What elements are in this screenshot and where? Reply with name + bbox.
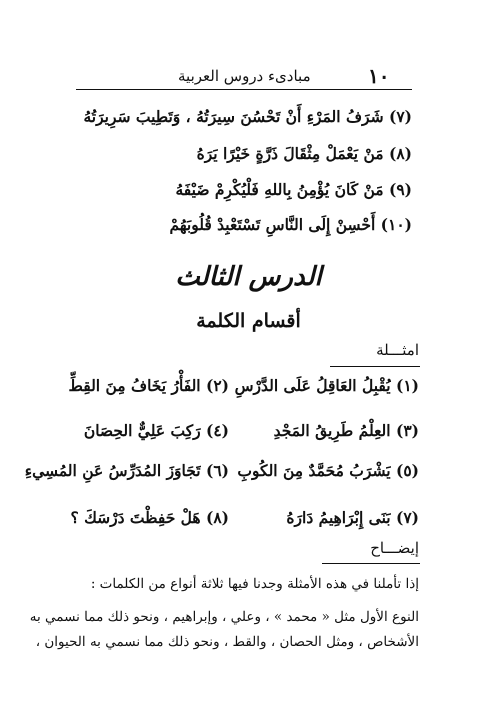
lesson-title: الدرس الثالث xyxy=(175,262,322,292)
explanation-paragraph: إذا تأملنا في هذه الأمثلة وجدنا فيها ثلاثة أنواع من الكلمات : xyxy=(90,576,419,592)
explanation-paragraph: النوع الأول مثل « محمد » ، وعلي ، وإبراهيم ، ونحو ذلك مما نسمي به xyxy=(29,609,419,625)
verse-line: (٨) مَنْ يَعْمَلْ مِثْقَالَ ذَرَّةٍ خَيْرًا يَرَهُ xyxy=(196,144,412,163)
example-item: (٢) الفَأْرُ يَخَافُ مِنَ القِطِّ xyxy=(68,376,229,395)
example-item: (٦) تَجَاوَزَ المُدَرِّسُ عَنِ المُسِيءِ xyxy=(24,461,229,480)
verse-line: (١٠) أَحْسِنْ إِلَى النَّاسِ تَسْتَعْبِدْ قُلُوبَهُمْ xyxy=(169,215,412,234)
book-title: مبادىء دروس العربية xyxy=(178,67,311,85)
examples-heading: امثـــلة xyxy=(376,341,419,359)
explanation-heading-underline xyxy=(322,563,420,564)
examples-heading-underline xyxy=(330,366,420,367)
example-item: (٥) يَشْرَبُ مُحَمَّدٌ مِنَ الكُوبِ xyxy=(237,461,419,480)
verse-line: (٧) شَرَفُ المَرْءِ أَنْ تَحْسُنَ سِيرَتُهُ ، وَتَطِيبَ سَرِيرَتُهُ xyxy=(83,107,412,126)
example-item: (٤) رَكِبَ عَلِيٌّ الحِصَانَ xyxy=(83,421,229,440)
header-divider xyxy=(76,89,412,90)
page-number: ١٠ xyxy=(368,64,390,88)
explanation-heading: إيضـــاح xyxy=(370,539,419,557)
example-item: (٨) هَلْ حَفِظْتَ دَرْسَكَ ؟ xyxy=(70,508,229,527)
explanation-paragraph: الأشخاص ، ومثل الحصان ، والقط ، ونحو ذلك مما نسمي به الحيوان ، xyxy=(35,634,419,650)
example-item: (١) يُقْبِلُ العَاقِلُ عَلَى الدَّرْسِ xyxy=(234,376,419,395)
verse-line: (٩) مَنْ كَانَ يُؤْمِنُ بِاللهِ فَلْيُكْرِمْ ضَيْفَهُ xyxy=(175,180,412,199)
lesson-subtitle: أقسام الكلمة xyxy=(196,310,301,332)
example-item: (٧) بَنَى إِبْرَاهِيمُ دَارَهُ xyxy=(286,508,419,527)
example-item: (٣) العِلْمُ طَرِيقُ المَجْدِ xyxy=(273,421,419,440)
